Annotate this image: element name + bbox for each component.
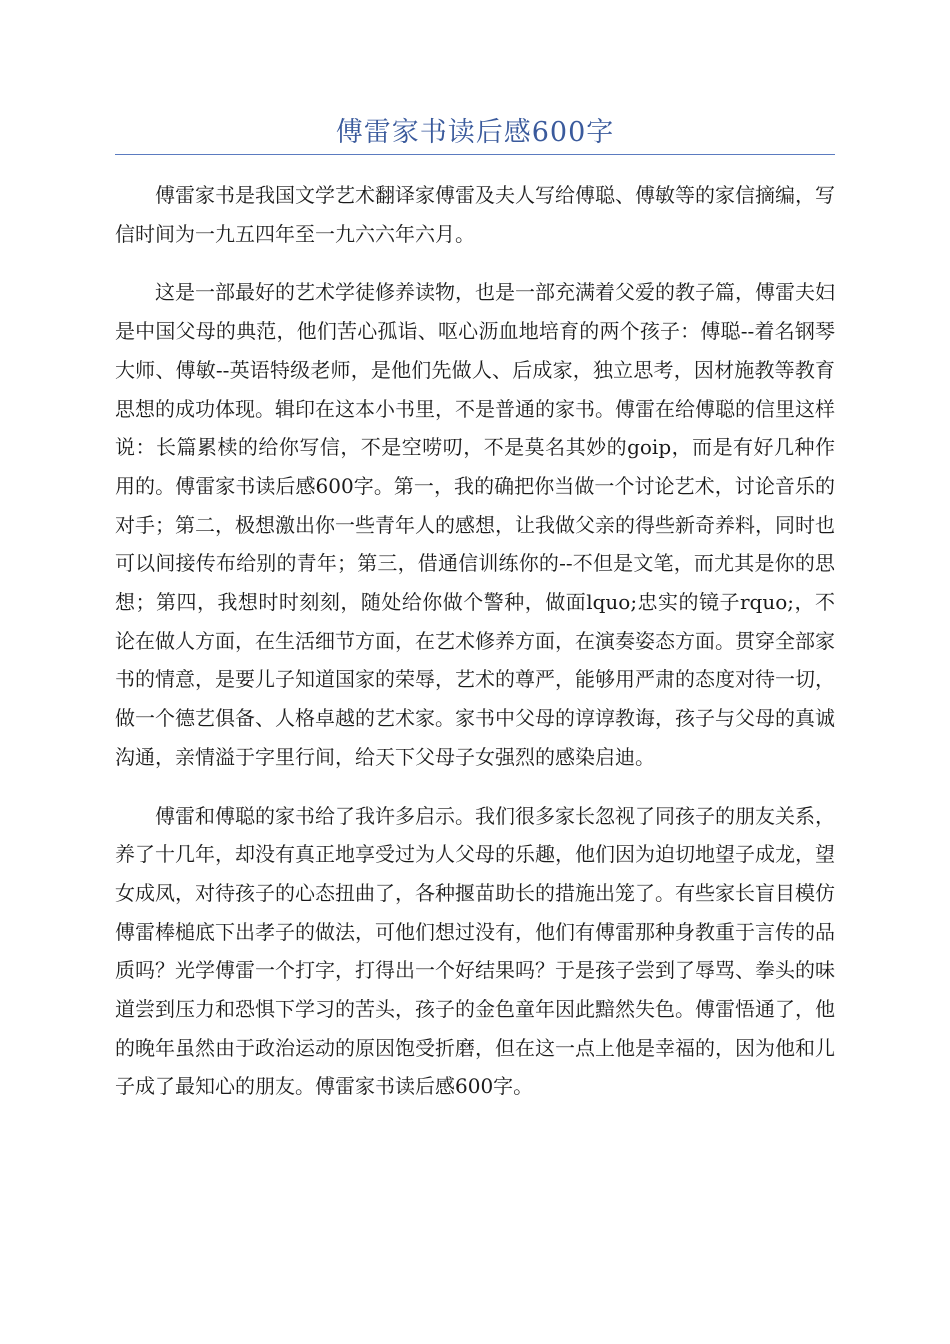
title-underline (115, 154, 835, 155)
paragraph-1: 傅雷家书是我国文学艺术翻译家傅雷及夫人写给傅聪、傅敏等的家信摘编，写信时间为一九五四年至一九六六年六月。 (115, 183, 835, 246)
paragraph-3: 傅雷和傅聪的家书给了我许多启示。我们很多家长忽视了同孩子的朋友关系，养了十几年，却没有真正地享受过为人父母的乐趣，他们因为迫切地望子成龙，望女成凤，对待孩子的心态扭曲了，各种揠苗助长的措施出笼了。有些家长盲目模仿傅雷棒槌底下出孝子的做法，可他们想过没有，他们有傅雷那种身教重于言传的品质吗？光学傅雷一个打字，打得出一个好结果吗？于是孩子尝到了辱骂、拳头的味道尝到压力和恐惧下学习的苦头，孩子的金色童年因此黯然失色。傅雷悟通了，他的晚年虽然由于政治运动的原因饱受折磨，但在这一点上他是幸福的，因为他和儿子成了最知心的朋友。傅雷家书读后感600字。 (115, 803, 835, 1099)
document-title: 傅雷家书读后感600字 (335, 117, 615, 148)
paragraph-2: 这是一部最好的艺术学徒修养读物，也是一部充满着父爱的教子篇，傅雷夫妇是中国父母的典范，他们苦心孤诣、呕心沥血地培育的两个孩子：傅聪--着名钢琴大师、傅敏--英语特级老师，是他们先做人、后成家，独立思考，因材施教等教育思想的成功体现。辑印在这本小书里，不是普通的家书。傅雷在给傅聪的信里这样说：长篇累椟的给你写信，不是空唠叨，不是莫名其妙的goip，而是有好几种作用的。傅雷家书读后感600字。第一，我的确把你当做一个讨论艺术，讨论音乐的对手；第二，极想激出你一些青年人的感想，让我做父亲的得些新奇养料，同时也可以间接传布给别的青年；第三，借通信训练你的--不但是文笔，而尤其是你的思想；第四，我想时时刻刻，随处给你做个警种，做面lquo;忠实的镜子rquo;，不论在做人方面，在生活细节方面，在艺术修养方面，在演奏姿态方面。贯穿全部家书的情意，是要儿子知道国家的荣辱，艺术的尊严，能够用严肃的态度对待一切，做一个德艺俱备、人格卓越的艺术家。家书中父母的谆谆教诲，孩子与父母的真诚沟通，亲情溢于字里行间，给天下父母子女强烈的感染启迪。 (115, 280, 835, 769)
document-body (115, 176, 835, 1126)
